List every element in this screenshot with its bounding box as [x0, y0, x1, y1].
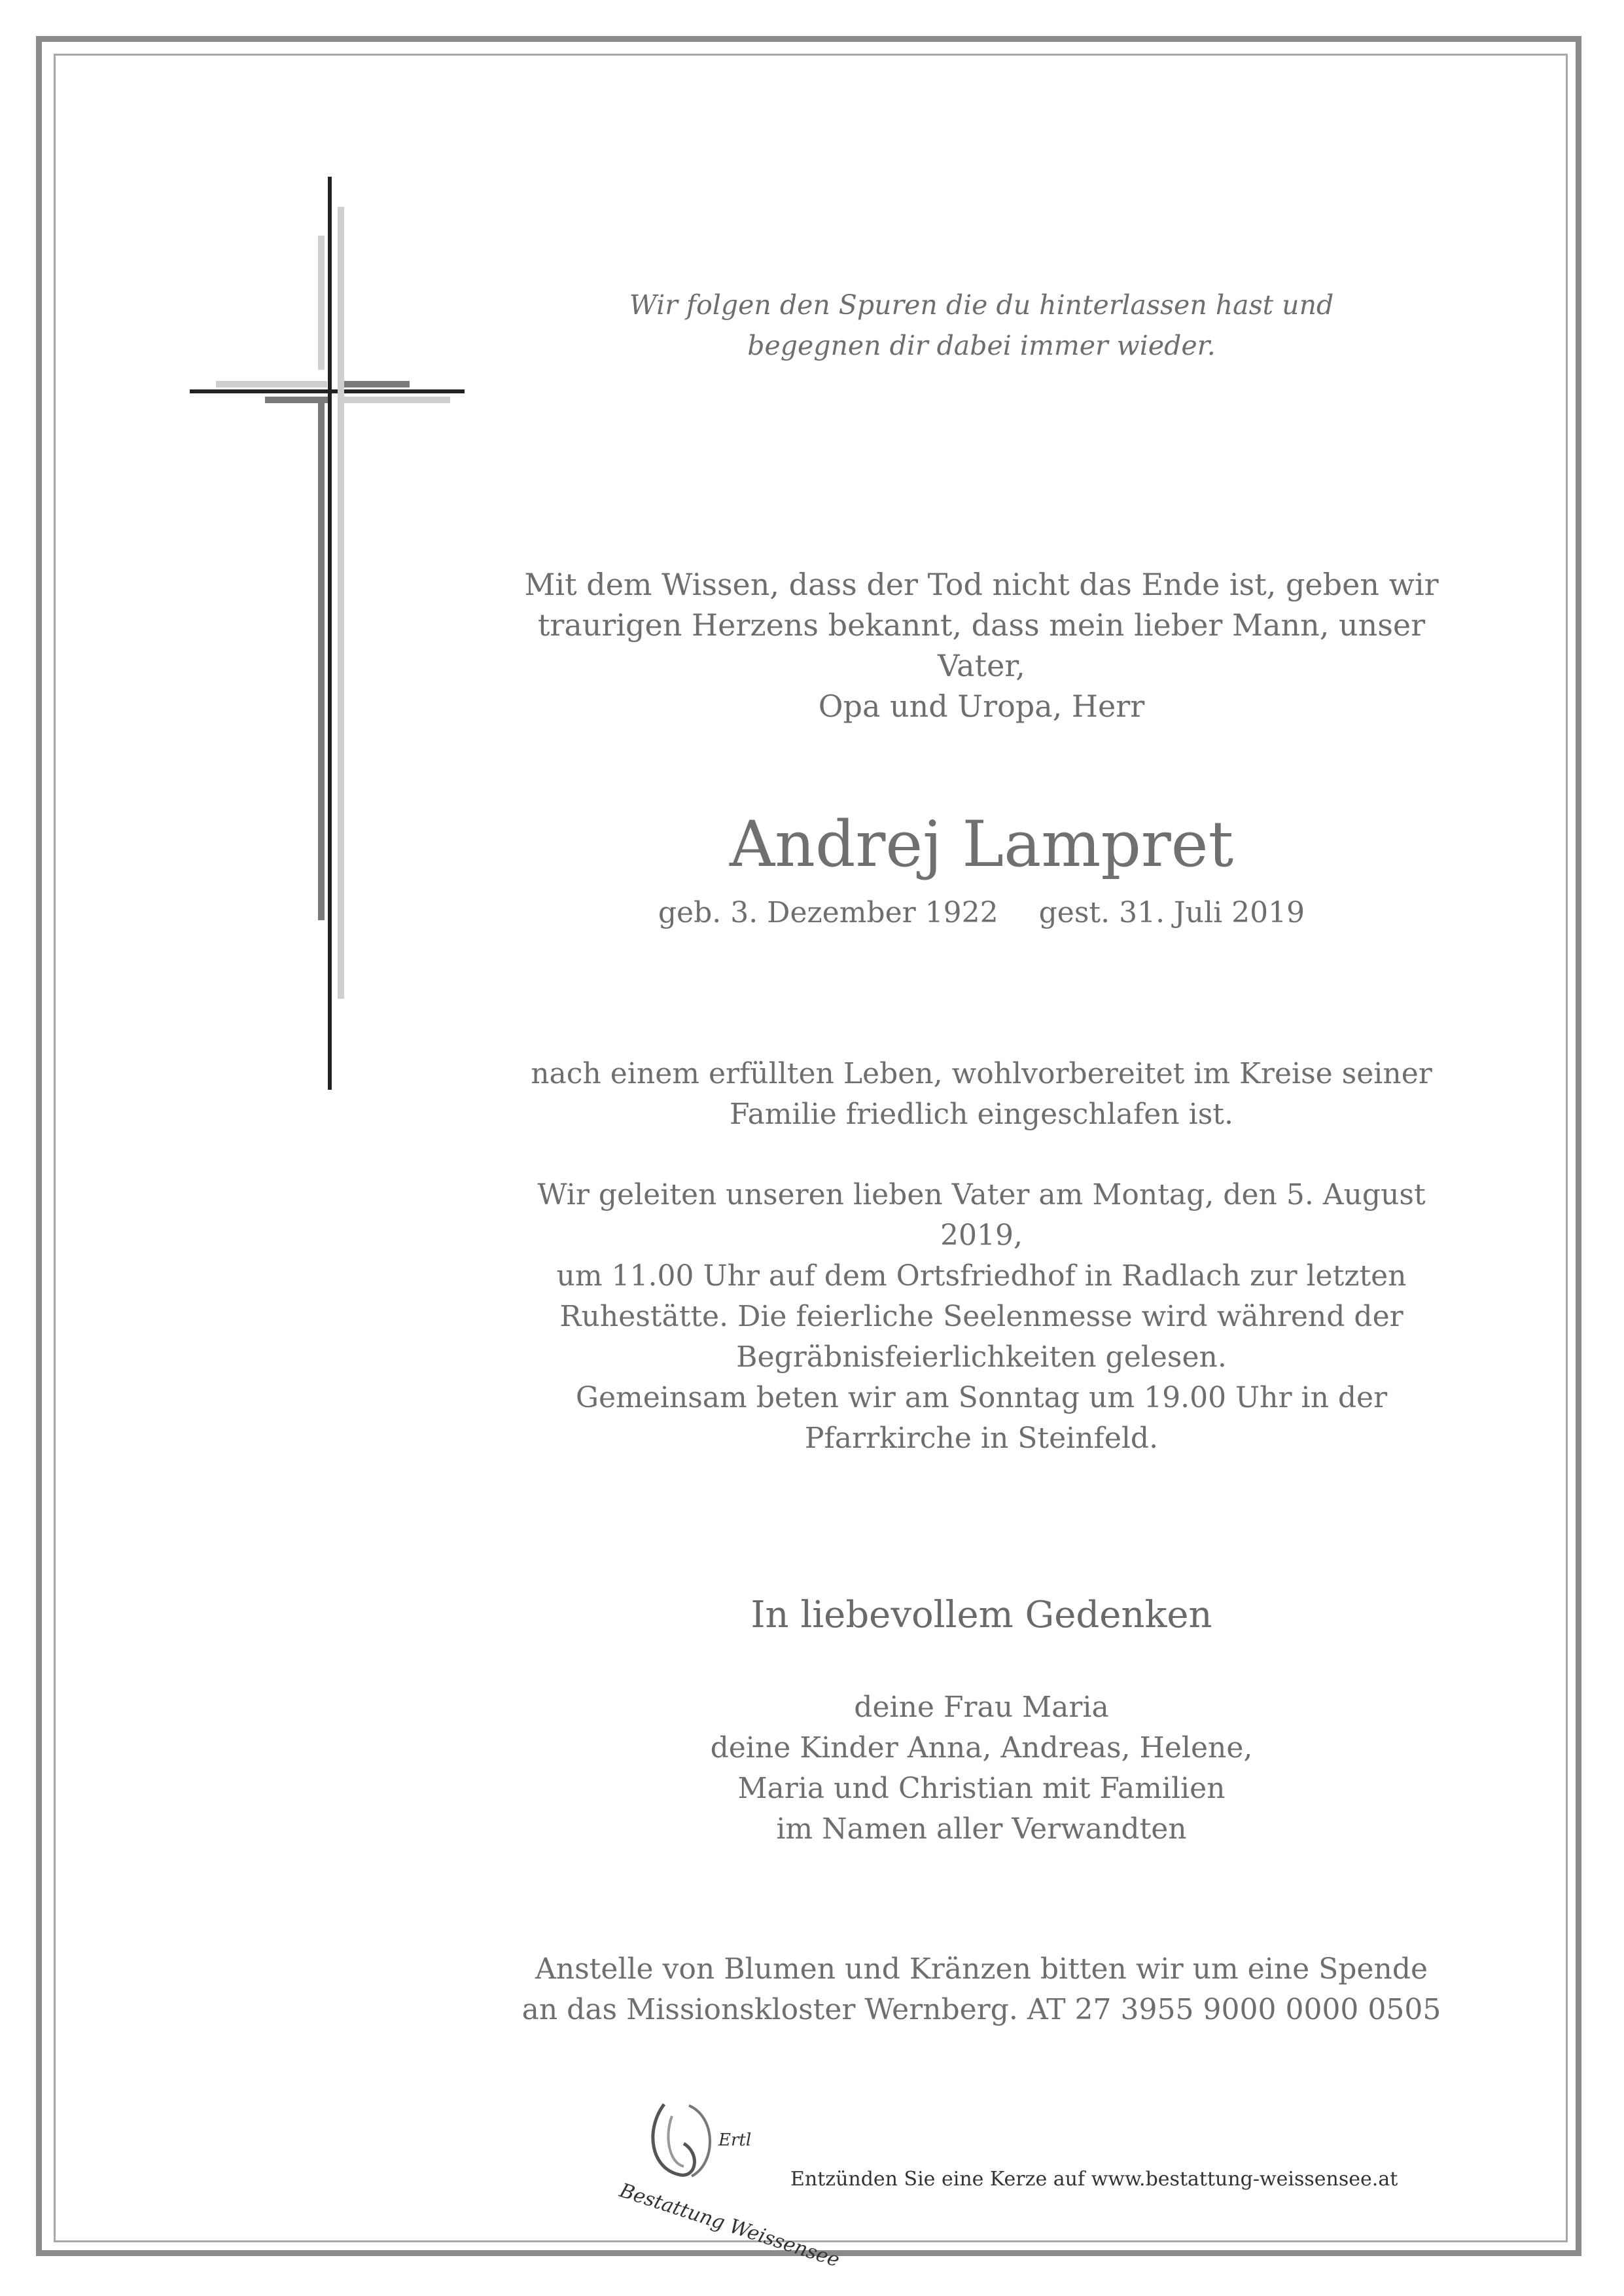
intro-line: Opa und Uropa, Herr	[818, 689, 1145, 724]
funeral-line: Begräbnisfeierlichkeiten gelesen.	[736, 1340, 1227, 1374]
life-dates	[510, 893, 1453, 933]
funeral-line: Wir geleiten unseren lieben Vater am Montag, den 5. August 2019,	[537, 1178, 1426, 1252]
prayer-line: Gemeinsam beten wir am Sonntag um 19.00 Uhr in der	[575, 1381, 1388, 1414]
passing-line: Familie friedlich eingeschlafen ist.	[730, 1098, 1233, 1131]
prayer-text	[510, 1378, 1453, 1459]
motto-line: begegnen dir dabei immer wieder.	[747, 330, 1216, 361]
deceased-name: Andrej Lampret	[729, 808, 1234, 881]
intro-line: traurigen Herzens bekannt, dass mein lieber Mann, unser Vater,	[537, 607, 1426, 683]
funeral-line: Ruhestätte. Die feierliche Seelenmesse wird während der	[559, 1300, 1403, 1333]
candle-link-text[interactable]: Entzünden Sie eine Kerze auf www.bestattung-weissensee.at	[790, 2168, 1398, 2191]
family-list	[510, 1687, 1453, 1850]
memory-heading: In liebevollem Gedenken	[750, 1594, 1212, 1636]
birth-date: geb. 3. Dezember 1922	[658, 896, 998, 929]
prayer-line: Pfarrkirche in Steinfeld.	[804, 1422, 1159, 1455]
passing-line: nach einem erfüllten Leben, wohlvorbereitet im Kreise seiner	[531, 1057, 1432, 1090]
funeral-home-logo	[616, 2091, 843, 2272]
funeral-line: um 11.00 Uhr auf dem Ortsfriedhof in Radlach zur letzten	[556, 1259, 1407, 1293]
intro-line: Mit dem Wissen, dass der Tod nicht das Ende ist, geben wir	[524, 567, 1439, 602]
passing-text	[510, 1054, 1453, 1135]
donation-line: an das Missionskloster Wernberg. AT 27 3955 9000 0000 0505	[521, 1993, 1441, 2026]
death-date: gest. 31. Juli 2019	[1038, 896, 1305, 929]
motto-text	[510, 285, 1453, 366]
donation-line: Anstelle von Blumen und Kränzen bitten wir um eine Spende	[535, 1952, 1428, 1986]
family-line: im Namen aller Verwandten	[776, 1812, 1187, 1846]
family-line: deine Kinder Anna, Andreas, Helene,	[710, 1731, 1253, 1765]
cross-icon	[190, 177, 484, 1093]
family-line: deine Frau Maria	[854, 1691, 1109, 1724]
motto-line: Wir folgen den Spuren die du hinterlassen hast und	[629, 289, 1334, 321]
logo-subtitle: Ertl	[718, 2130, 752, 2150]
funeral-text	[510, 1175, 1453, 1378]
donation-text	[510, 1949, 1453, 2030]
family-line: Maria und Christian mit Familien	[737, 1772, 1226, 1805]
logo-name: Bestattung Weissensee	[616, 2179, 843, 2272]
intro-text	[510, 564, 1453, 726]
